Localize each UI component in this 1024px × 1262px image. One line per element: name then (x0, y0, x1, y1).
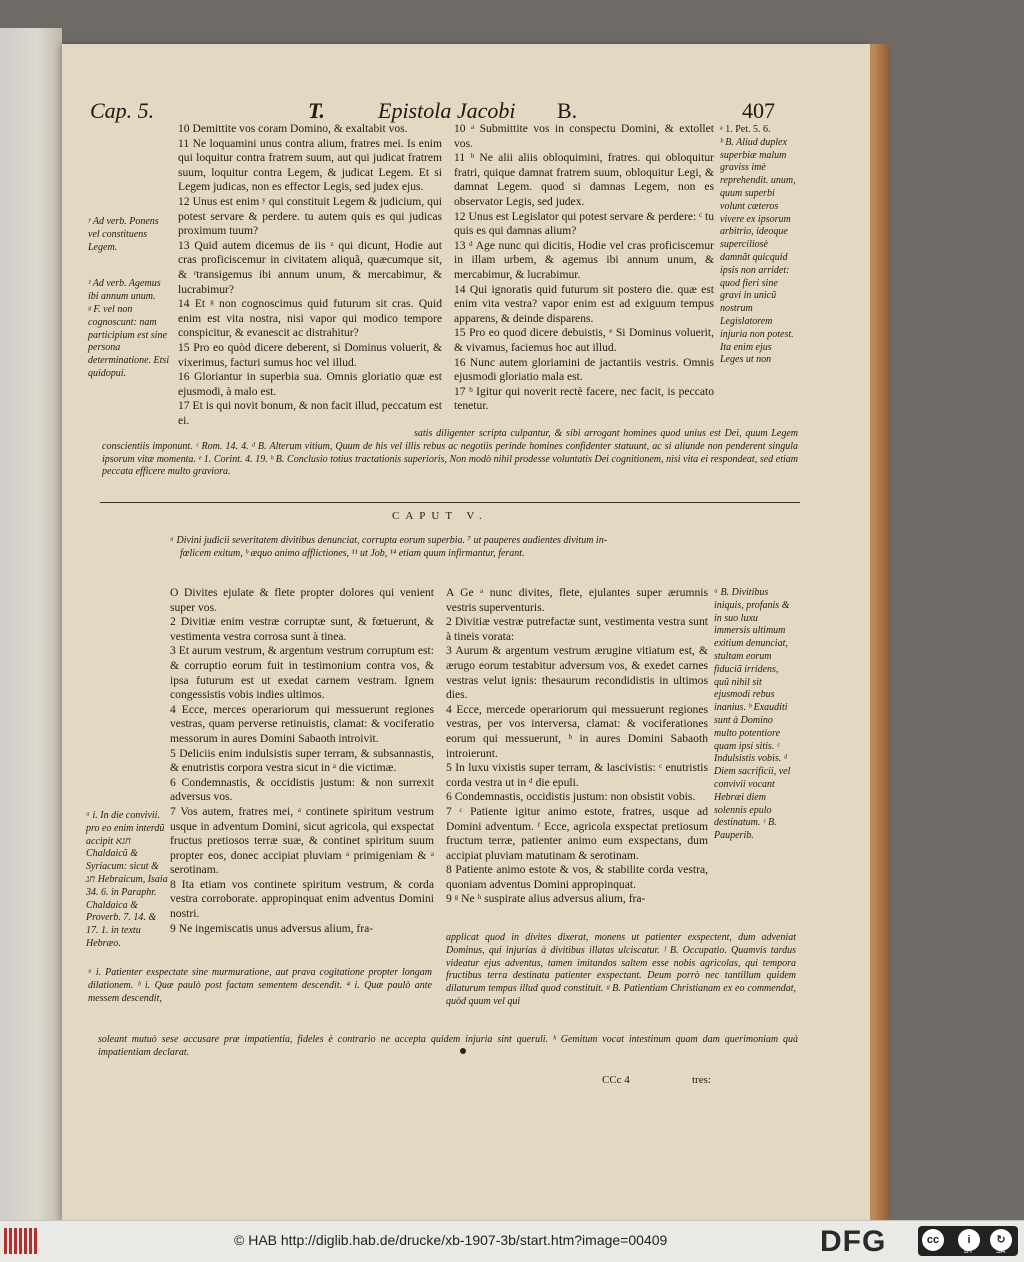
signature-mark: CCc 4 (602, 1074, 630, 1086)
viewer-footer (0, 1220, 1024, 1262)
verse: 4 Ecce, mercede operariorum qui messuerunt regiones vestras, per vos interversa, clamat: & vociferationes eorum qui messuerunt, ᵇ in aures Domini Sabaoth introierunt. (446, 702, 708, 760)
verse: 14 Qui ignoratis quid futurum sit postero die. quæ est enim vita vestra? vapor enim est ad exiguum tempus apparens, & deinde disparens. (454, 282, 714, 325)
by-icon: i (958, 1229, 980, 1251)
verse: 2 Divitiæ enim vestræ corruptæ sunt, & fœtuerunt, & vestimenta vestra corrosa sunt à tinea. (170, 615, 434, 643)
verse: 16 Nunc autem gloriamini de jactantiis vestris. Omnis ejusmodi gloriatio mala est. (454, 355, 714, 384)
running-head-title: Epistola Jacobi (378, 98, 516, 123)
running-head-chapter: Cap. 5. (90, 98, 155, 123)
verse: 5 In luxu vixistis super terram, & lascivistis: ᶜ enutristis corda vestra ut in ᵈ die epuli. (446, 761, 708, 789)
verse: 10 ᵃ Submittite vos in conspectu Domini, & extollet vos. (454, 122, 714, 150)
verse: 7 Vos autem, fratres mei, ᵃ continete spiritum vestrum usque in adventum Domini, sicut agricola, qui exspectat fructus pretiosos terræ suæ, & continet spiritum suum propter eos, donec accipiat pluviam ᵃ primigeniam & ᵃ serotinam. (170, 804, 434, 877)
lower-left-column (170, 586, 434, 936)
section-rule (100, 502, 800, 503)
bottom-footnote: soleant mutuò sese accusare præ impatientia, fideles è contrario ne accepta quidem injuria sint queruli. ʰ Gemitum vocat intestinum quam dam querimoniam quà impatientiam declarat. (98, 1034, 798, 1058)
verse: 6 Condemnastis, & occidistis justum: & non surrexit adversus vos. (170, 775, 434, 804)
cc-license-badge[interactable] (918, 1226, 1018, 1256)
margin-note: ᵍ F. vel non cognoscunt: nam participium est sine persona determinatione. Etsi quidopui. (88, 303, 170, 379)
cc-by-label: BY (964, 1248, 974, 1255)
verse: 14 Et ᵍ non cognoscimus quid futurum sit cras. Quid enim est vita nostra, nisi vapor qui modico tempore conspicitur, & evanescit ac distrahitur? (178, 297, 442, 340)
running-head-b: B. (557, 98, 578, 123)
chapter-summary (170, 535, 770, 561)
margin-note: ᶻ Ad verb. Agemus ibi annum unum. (88, 278, 161, 303)
verse: 5 Deliciis enim indulsistis super terram, & subsannastis, & enutristis corpora vestra sicut in ᵃ die victimæ. (170, 746, 434, 775)
ink-spot (460, 1048, 466, 1054)
verse: 4 Ecce, merces operariorum qui messuerunt regiones vestras, quam perverse retinuistis, clamat: & vociferatio messorum in aures Domini Sabaoth introivit. (170, 702, 434, 745)
hab-logo-icon (4, 1224, 42, 1258)
previous-page-edge (0, 28, 62, 1220)
source-link[interactable]: © HAB http://diglib.hab.de/drucke/xb-1907-3b/start.htm?image=00409 (234, 1232, 668, 1248)
running-head-t: T. (308, 98, 325, 123)
verse: 13 Quid autem dicemus de iis ᶻ qui dicunt, Hodie aut cras proficiscemur in civitatem aliquã, quæcumque sit, & ʳtransigemus ibi annum unum, & mercabimur, & lucrabimur? (178, 238, 442, 296)
verse: 17 ᵇ Igitur qui noverit rectè facere, nec facit, is peccato tenetur. (454, 384, 714, 413)
book-page (62, 44, 870, 1220)
verse: 15 Pro eo quod dicere debuistis, ᵉ Si Dominus voluerit, & vivamus, faciemus hoc aut illud. (454, 326, 714, 354)
sa-icon: ↻ (990, 1229, 1012, 1251)
upper-left-notes (88, 216, 172, 381)
verse: 11 Ne loquamini unus contra alium, fratres mei. Is enim qui loquitur contra fratrem suum, aut qui judicat fratrem suum, loquitur contra Legem, & judicat Legem. Et si Legem judicas, non es effector Legis, sed judex ejus. (178, 136, 442, 194)
upper-footnote: satis diligenter scripta culpantur, & sibi arrogant homines quod unius est Dei, quum Legem conscientiis imponunt. ᶜ Rom. 14. 4. ᵈ B. Alterum vitium, Quum de his vel illis rebus ac negotiis perinde homines confidenter statuunt, ac si aliunde non penderent singula ipsorum vitæ momenta. ᵉ 1. Corint. 4. 19. ʰ B. Conclusio totius tractationis superioris, Non modò nihil prodesse voluntatis Dei cognitionem, nisi vita ei respondeat, sed etiam peccata efficere multo graviora. (102, 428, 798, 478)
verse: 2 Divitiæ vestræ putrefactæ sunt, vestimenta vestra sunt à tineis vorata: (446, 615, 708, 643)
verse: 13 ᵈ Age nunc qui dicitis, Hodie vel cras proficiscemur in illam urbem, & agemus ibi annum unum, & mercabimur, & lucrabimur. (454, 238, 714, 281)
verse: 3 Aurum & argentum vestrum ærugine vitiatum est, & ærugo eorum testabitur adversum vos, & exedet carnes vestras velut ignis: thesaurum recondidistis in ultimos dies. (446, 644, 708, 702)
verse: 9 ᵍ Ne ʰ suspirate alius adversus alium, fra- (446, 892, 646, 906)
verse: 11 ᵇ Ne alii aliis obloquimini, fratres. qui obloquitur fratri, quique damnat fratrem suum, obloquitur Legi, & damnat Legem. quod si damnas Legem, non es observator Legis, sed judex. (454, 151, 714, 208)
lower-left-footnote: ᵃ i. Patienter exspectate sine murmuratione, aut prava cogitatione propter longam dilationem. ᵇ i. Quæ paulò post factam sementem descendit. ⁴ i. Quæ paulò ante messem descendit, (88, 967, 432, 1004)
cc-sa-label: SA (996, 1248, 1006, 1255)
upper-left-column (178, 122, 442, 428)
verse: O Divites ejulate & flete propter dolores qui venient super vos. (170, 586, 434, 614)
chapter-heading: CAPUT V. (392, 510, 488, 522)
verse: 16 Gloriantur in superbia sua. Omnis gloriatio quæ est ejusmodi, à malo est. (178, 370, 442, 398)
dfg-logo: DFG (820, 1225, 887, 1258)
margin-note: ᵃ 1. Pet. 5. 6. (720, 124, 771, 135)
summary-line: fœlicem exitum, ᵇ æquo animo afflictiones, ¹¹ ut Job, ¹⁴ etiam quum infirmantur, ferant. (180, 547, 525, 559)
lower-right-notes: ᵃ B. Divitibus iniquis, profanis & in suo luxu immersis ultimum exitium denunciat, stultam eorum fiduciã irridens, quũ nihil sit ejusmodi rebus inanius. ᵇ Exauditi sunt à Domino multo potentiore quam ipsi sitis. ᶜ Indulsistis vobis. ᵈ Diem sacrificii, vel convivii vocant Hebræi diem solennis epulo destinatum. ᶜ B. Pauperib. (714, 587, 791, 842)
verse: 10 Demittite vos coram Domino, & exaltabit vos. (178, 122, 408, 135)
margin-note: ʸ Ad verb. Ponens vel constituens Legem. (88, 216, 159, 253)
verse: 7 ᶜ Patiente igitur animo estote, fratres, usque ad Domini adventum. ᶠ Ecce, agricola exspectat pretiosum fructum terræ, patienter animo eum exspectans, dum accipiat pluviam matutinam & serotinam. (446, 804, 708, 862)
verse: 17 Et is qui novit bonum, & non facit illud, peccatum est ei. (178, 399, 442, 427)
verse: 15 Pro eo quòd dicere deberent, si Dominus voluerit, & vixerimus, facturi sumus hoc vel illud. (178, 340, 442, 369)
catchword: tres: (692, 1074, 711, 1086)
summary-line: ᵃ Divini judicii severitatem divitibus denunciat, corrupta eorum superbia. ⁷ ut pauperes audientes divitum in- (170, 535, 608, 546)
verse: 12 Unus est Legislator qui potest servare & perdere: ᶜ tu quis es qui damnas alium? (454, 209, 714, 238)
verse: 9 Ne ingemiscatis unus adversus alium, fra- (170, 921, 374, 935)
margin-note: ᵇ B. Aliud duplex superbiæ malum graviss imè reprehendit. unum, quum superbi volunt cæteros vivere ex ipsorum arbitrio, ideoque superciliosè damnãt quicquid ipsis non arridet: quod fieri sine gravi in unicũ nostrum Legislatorem injuria non potest. Ita enim ejus Leges ut non (720, 136, 796, 366)
lower-right-column (446, 586, 708, 907)
verse: 8 Ita etiam vos continete spiritum vestrum, & corda vestra corroborate. appropinquat enim adventus Domini nostri. (170, 877, 434, 921)
verse: A Ge ᵃ nunc divites, flete, ejulantes super ærumnis vestris superventuris. (446, 586, 708, 614)
upper-right-notes (720, 124, 796, 367)
cc-icon: cc (922, 1229, 944, 1251)
verse: 12 Unus est enim ʸ qui constituit Legem & judicium, qui potest servare & perdere. tu autem quis es qui judicas proximum tuum? (178, 194, 442, 238)
verse: 6 Condemnastis, occidistis justum: non obsistit vobis. (446, 790, 696, 804)
lower-left-notes: ᵃ i. In die convivii. pro eo enim interdũ accipit ‏חגא‏ Chaldaicũ & Syriacum: sicut & ‏חג‏ Hebraicum, Isaia 34. 6. in Paraphr. Chaldaica & Proverb. 7. 14. & 17. 1. in textu Hebræo. (86, 810, 168, 949)
upper-right-column (454, 122, 714, 414)
page-fore-edge (870, 44, 890, 1220)
verse: 8 Patiente animo estote & vos, & stabilite corda vestra, quoniam adventus Domini appropinquat. (446, 863, 708, 891)
page-number: 407 (742, 98, 775, 123)
verse: 3 Et aurum vestrum, & argentum vestrum corruptum est: & corruptio eorum fuit in testimonium contra vos, & ipsa futurum est ut exedat carnem vestram. Ignem congessistis vobis indies ultimos. (170, 644, 434, 702)
lower-right-footnote: applicat quod in divites dixerat, monens ut patienter exspectent, dum adveniat Dominus, qui injurias à divitibus illatas ulciscatur. ᶠ B. Occupatio. Quamvis tardus videatur ejus adventus, tamen imitandos saltem esse nobis agricolas, qui tempora fructibus terra destinata patienter exspectant. Deum porrò nec tantillum quidem dilaturum tempus illud quod constituit. ᵍ B. Patientiam Christianam ex eo commendat, quòd quum vel qui (446, 932, 796, 1007)
